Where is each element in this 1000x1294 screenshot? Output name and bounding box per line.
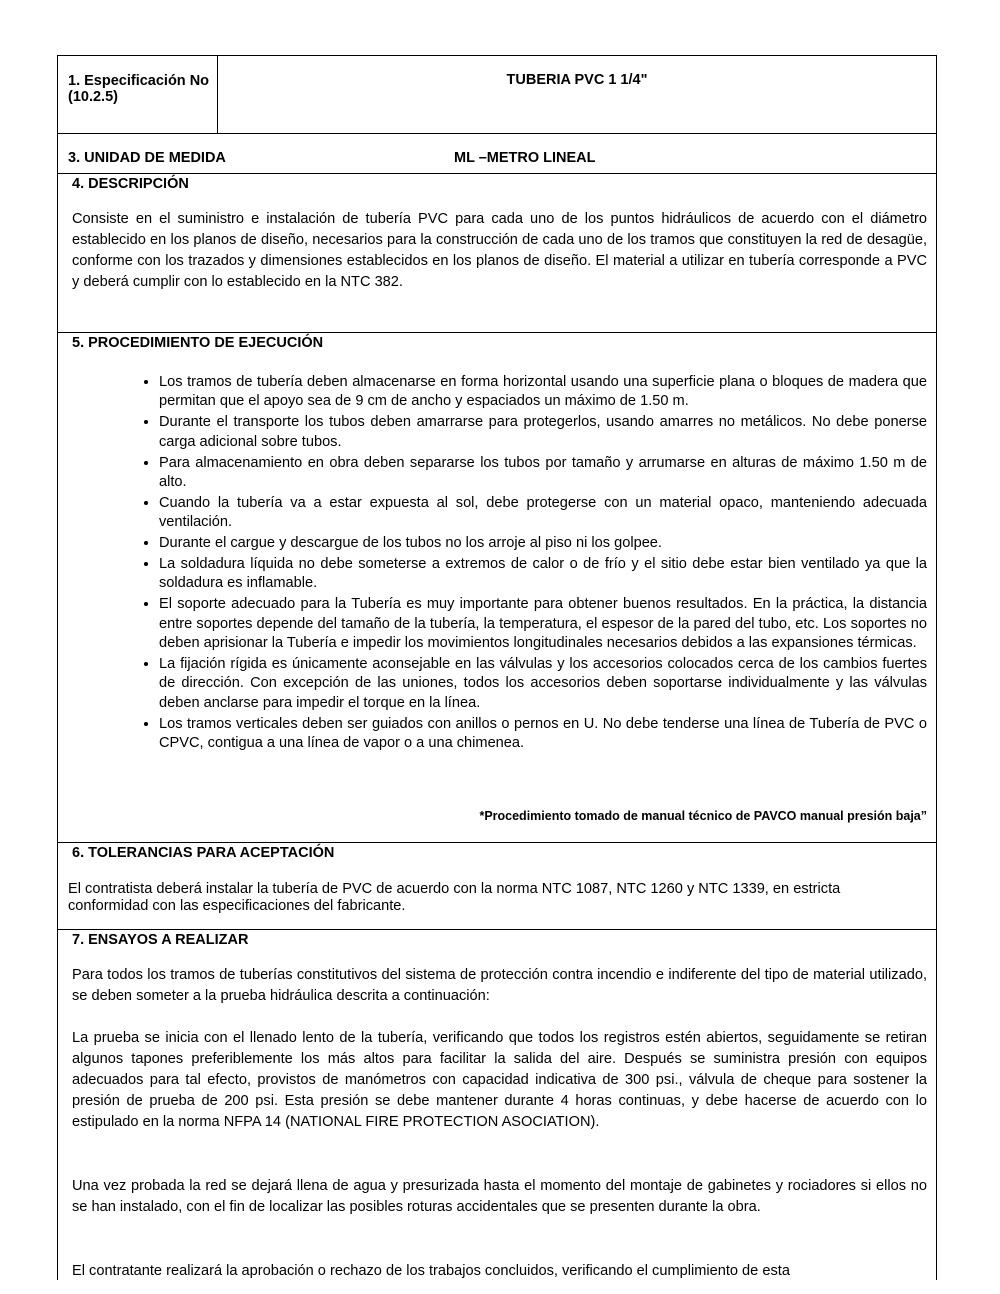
- tests-section: [58, 929, 936, 1280]
- list-item: • La soldadura líquida no debe someterse a extremos de calor o de frío y el sitio debe estar bien ventilado ya que la soldadura es inflamable.: [159, 555, 927, 594]
- procedure-heading: 5. PROCEDIMIENTO DE EJECUCIÓN: [72, 335, 324, 351]
- tests-paragraph: La prueba se inicia con el llenado lento de la tubería, verificando que todos los registros estén abiertos, seguidamente se retiran algunos tapones preferiblemente los más altos para facilitar la salida del aire. Después se suministra presión con equipos adecuados para tal efecto, provistos de manómetros con capacidad indicativa de 300 psi., válvula de cheque para sostener la presión de prueba de 200 psi. Esta presión se debe mantener durante 4 horas continuas, y debe hacerse de acuerdo con lo estipulado en la norma NFPA 14 (NATIONAL FIRE PROTECTION ASOCIATION).: [72, 1030, 927, 1130]
- tolerances-heading: 6. TOLERANCIAS PARA ACEPTACIÓN: [72, 845, 335, 861]
- tests-paragraph: Para todos los tramos de tuberías constitutivos del sistema de protección contra incendio e indiferente del tipo de material utilizado, se deben someter a la prueba hidráulica descrita a continuación:: [72, 967, 927, 1004]
- tests-paragraph: El contratante realizará la aprobación o rechazo de los trabajos concluidos, verificando el cumplimiento de esta: [72, 1263, 790, 1279]
- procedure-list: [115, 373, 927, 755]
- header-row: [58, 56, 936, 134]
- unit-value: ML –METRO LINEAL: [454, 150, 596, 166]
- tolerances-section: [58, 842, 936, 930]
- unit-label: 3. UNIDAD DE MEDIDA: [68, 150, 226, 166]
- unit-row: [58, 133, 936, 173]
- list-item: • Durante el transporte los tubos deben amarrarse para protegerlos, usando amarres no metálicos. No debe ponerse carga adicional sobre tubos.: [159, 413, 927, 452]
- tolerances-text: El contratista deberá instalar la tubería de PVC de acuerdo con la norma NTC 1087, NTC 1260 y NTC 1339, en estricta conformidad con las especificaciones del fabricante.: [68, 881, 841, 914]
- specification-table: [57, 55, 937, 1280]
- description-section: [58, 173, 936, 333]
- description-text: Consiste en el suministro e instalación de tubería PVC para cada uno de los puntos hidráulicos de acuerdo con el diámetro establecido en los planos de diseño, necesarios para la construcción de cada uno de los tramos que constituyen la red de desagüe, conforme con los trazados y dimensiones establecidos en los planos de diseño. El material a utilizar en tubería corresponde a PVC y deberá cumplir con lo establecido en la NTC 382.: [72, 211, 927, 290]
- tests-heading: 7. ENSAYOS A REALIZAR: [72, 932, 249, 948]
- spec-number: 1. Especificación No (10.2.5): [58, 56, 218, 134]
- procedure-section: [58, 332, 936, 843]
- list-item: • La fijación rígida es únicamente aconsejable en las válvulas y los accesorios colocados cerca de los cambios fuertes de dirección. Con excepción de las uniones, todos los accesorios deben soportarse individualmente y las válvulas deben anclarse para impedir el torque en la línea.: [159, 655, 927, 713]
- list-item: • Durante el cargue y descargue de los tubos no los arroje al piso ni los golpee.: [159, 534, 927, 553]
- list-item: • El soporte adecuado para la Tubería es muy importante para obtener buenos resultados. En la práctica, la distancia entre soportes depende del tamaño de la tubería, la temperatura, el espesor de la pared del tubo, etc. Los soportes no deben aprisionar la Tubería e impedir los movimientos longitudinales necesarios debidos a las expansiones térmicas.: [159, 595, 927, 653]
- procedure-source-note: *Procedimiento tomado de manual técnico de PAVCO manual presión baja”: [479, 809, 927, 823]
- description-heading: 4. DESCRIPCIÓN: [72, 176, 189, 192]
- list-item: • Los tramos verticales deben ser guiados con anillos o pernos en U. No debe tenderse una línea de Tubería de PVC o CPVC, contigua a una línea de vapor o a una chimenea.: [159, 715, 927, 754]
- spec-title: TUBERIA PVC 1 1/4": [506, 72, 648, 88]
- list-item: • Los tramos de tubería deben almacenarse en forma horizontal usando una superficie plana o bloques de madera que permitan que el apoyo sea de 9 cm de ancho y espaciados un máximo de 1.50 m.: [159, 373, 927, 412]
- list-item: • Para almacenamiento en obra deben separarse los tubos por tamaño y arrumarse en alturas de máximo 1.50 m de alto.: [159, 454, 927, 493]
- list-item: • Cuando la tubería va a estar expuesta al sol, debe protegerse con un material opaco, manteniendo adecuada ventilación.: [159, 494, 927, 533]
- tests-paragraph: Una vez probada la red se dejará llena de agua y presurizada hasta el momento del montaje de gabinetes y rociadores si ellos no se han instalado, con el fin de localizar las posibles roturas accidentales que se presenten durante la obra.: [72, 1178, 927, 1215]
